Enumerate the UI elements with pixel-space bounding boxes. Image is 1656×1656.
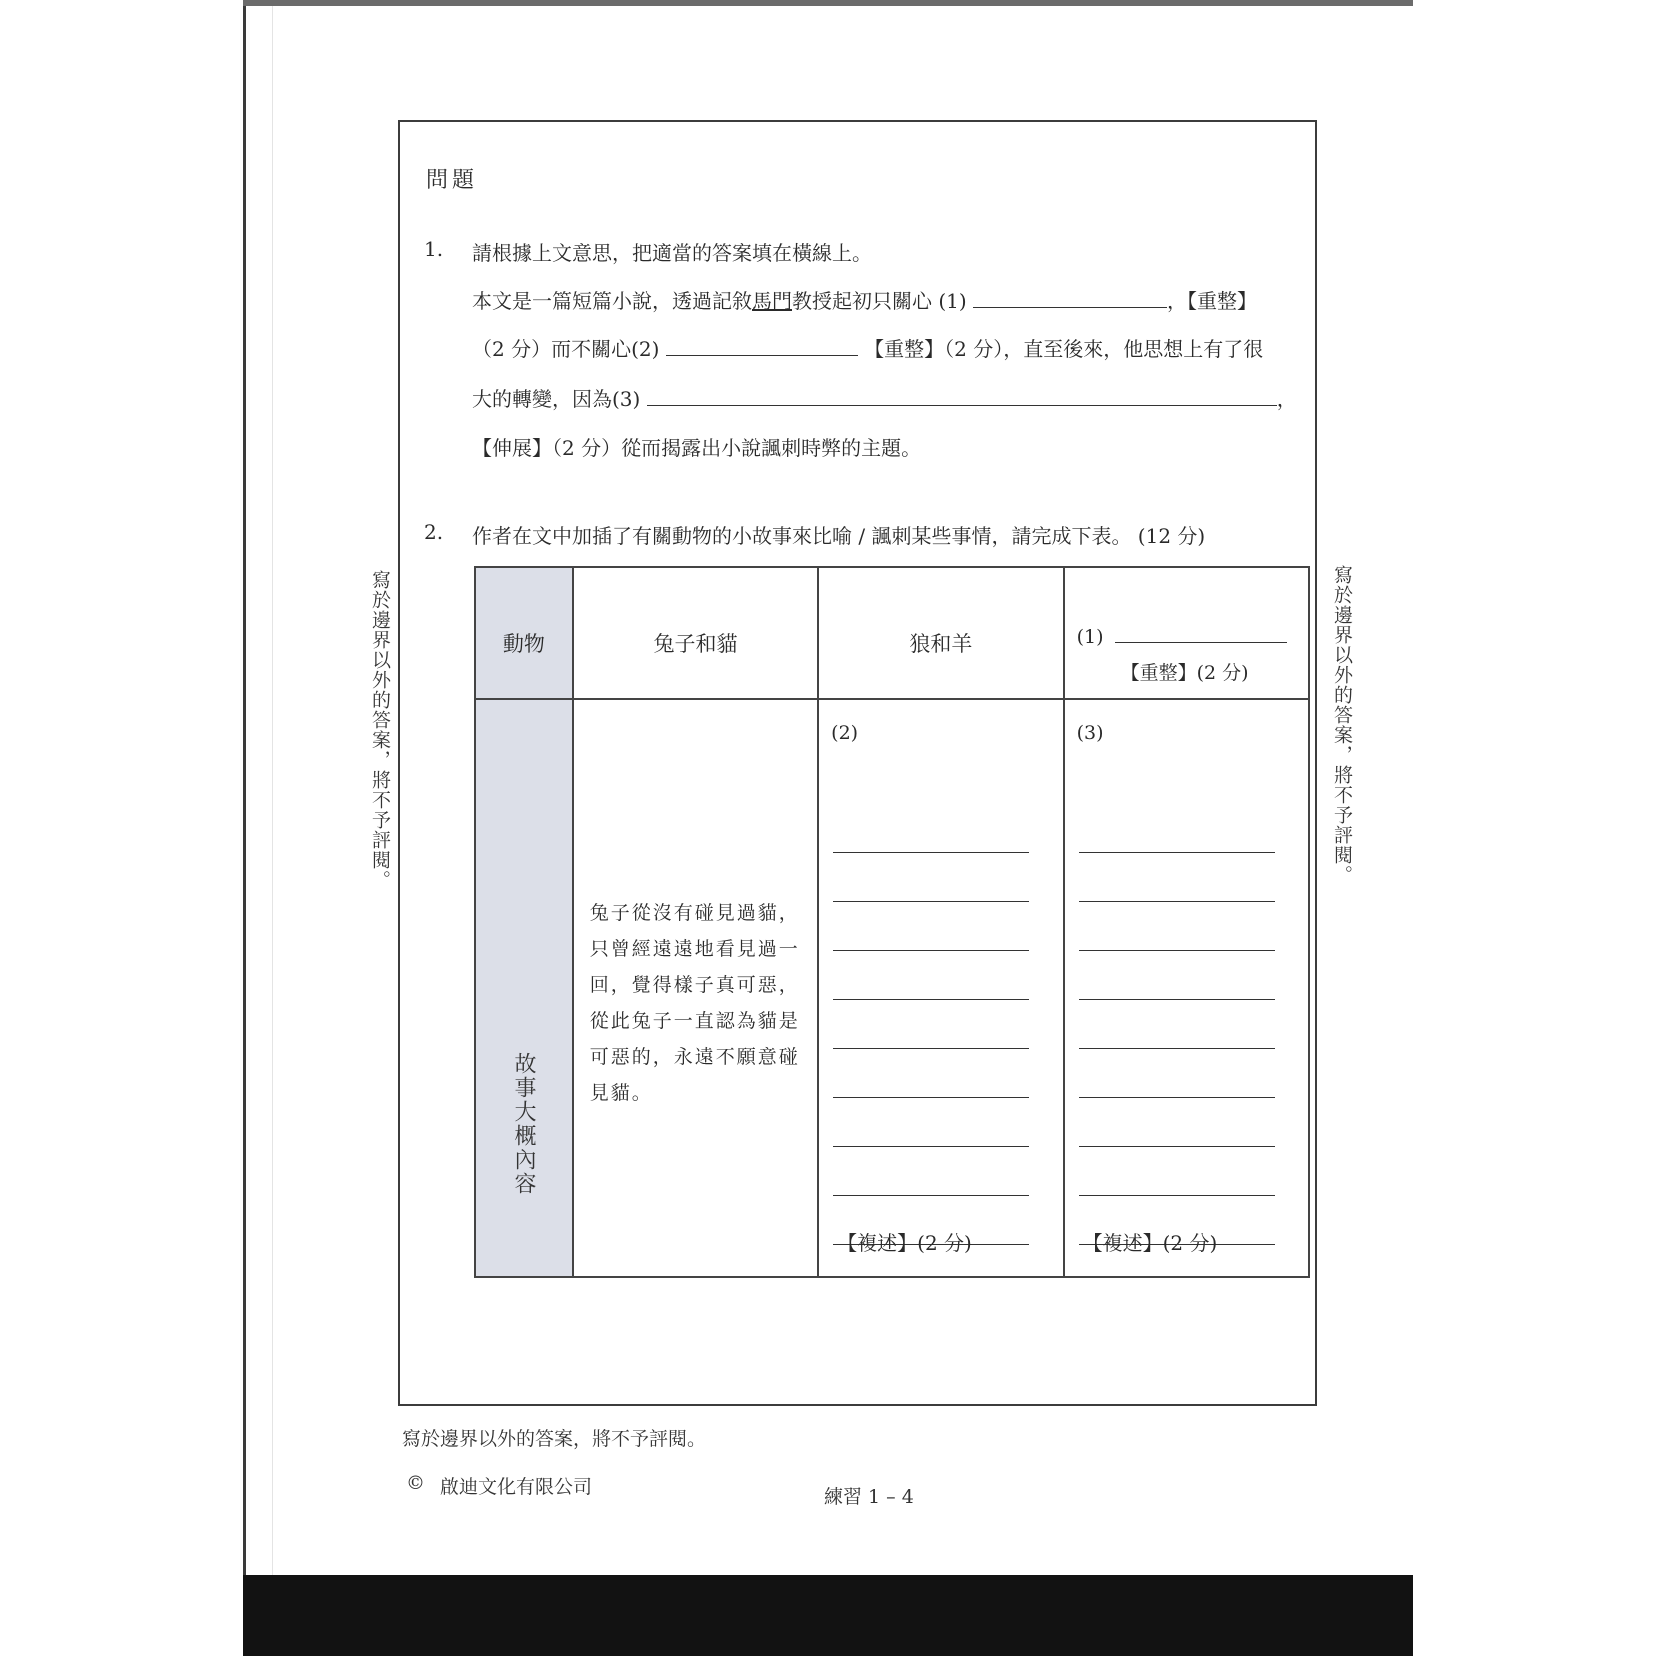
q1-line1-end: ，【重整】 [1167, 289, 1258, 313]
scan-margin-left [0, 0, 243, 1656]
q1-number: 1. [424, 237, 444, 261]
side-note-left: 寫於邊界以外的答案，將不予評閱。 [369, 570, 391, 890]
q2-number: 2. [424, 520, 444, 544]
q1-line2-text-a: （2 分）而不關心(2) [472, 337, 660, 361]
row-header-animal: 動物 [475, 567, 573, 699]
scan-bottom-bar [243, 1575, 1413, 1656]
cell2-answer-lines[interactable] [833, 804, 1029, 1245]
footer-note: 寫於邊界以外的答案，將不予評閱。 [402, 1428, 707, 1450]
section-title: 問題 [426, 168, 479, 193]
q1-line1-text-b: 教授起初只關心 (1) [792, 289, 967, 313]
q1-line2-text-b: 【重整】（2 分），直至後來，他思想上有了很 [864, 337, 1264, 361]
q1-blank-3[interactable] [647, 389, 1277, 406]
header-answer-mark: 【重整】(2 分) [1120, 662, 1249, 684]
q1-line2 [472, 333, 1263, 362]
q1-line3-end: ， [1276, 387, 1297, 411]
header-answer-cell [1064, 567, 1309, 699]
story-rabbit-cat: 兔子從沒有碰見過貓，只曾經遠遠地看見過一回，覺得樣子真可惡，從此兔子一直認為貓是可惡的，永遠不願意碰見貓。 [573, 699, 818, 1277]
scan-margin-right [1413, 0, 1656, 1656]
table-story-row [475, 699, 1309, 1277]
copyright-symbol: © [406, 1472, 425, 1494]
q1-line3-text-a: 大的轉變，因為(3) [472, 387, 641, 411]
story-wolf-sheep-cell [818, 699, 1063, 1277]
scan-edge-line [243, 0, 246, 1575]
q1-blank-1[interactable] [973, 291, 1167, 308]
q1-line3 [472, 383, 1297, 412]
story-answer-cell [1064, 699, 1309, 1277]
cell2-mark: 【複述】(2 分) [837, 1231, 972, 1255]
header-rabbit-cat: 兔子和貓 [573, 567, 818, 699]
q1-line1 [472, 285, 1257, 314]
row-header-story: 故事大概內容 [475, 699, 573, 1277]
header-answer-blank[interactable] [1115, 642, 1287, 643]
cell3-mark: 【複述】(2 分) [1082, 1231, 1218, 1255]
cell3-answer-lines[interactable] [1079, 804, 1275, 1245]
q1-line4: 【伸展】（2 分）從而揭露出小說諷刺時弊的主題。 [472, 436, 922, 460]
table-header-row [475, 567, 1309, 699]
publisher-name: 啟迪文化有限公司 [440, 1476, 593, 1498]
scan-top-bar [243, 0, 1413, 6]
q1-line1-text-a: 本文是一篇短篇小說，透過記敘 [472, 289, 752, 313]
header-answer-label: (1) [1076, 626, 1104, 648]
animal-story-table [474, 566, 1310, 1278]
cell2-label: (2) [831, 722, 859, 744]
scan-edge-line-light [272, 0, 273, 1575]
q1-character-name: 馬門 [752, 289, 792, 313]
side-note-right: 寫於邊界以外的答案，將不予評閱。 [1331, 565, 1353, 885]
header-wolf-sheep: 狼和羊 [818, 567, 1063, 699]
q1-instruction: 請根據上文意思，把適當的答案填在橫線上。 [472, 241, 872, 265]
cell3-label: (3) [1076, 722, 1104, 744]
q1-blank-2[interactable] [666, 339, 858, 356]
q2-instruction: 作者在文中加插了有關動物的小故事來比喻 / 諷刺某些事情，請完成下表。 (12 分) [472, 524, 1206, 548]
page-number: 練習 1 – 4 [824, 1486, 914, 1508]
